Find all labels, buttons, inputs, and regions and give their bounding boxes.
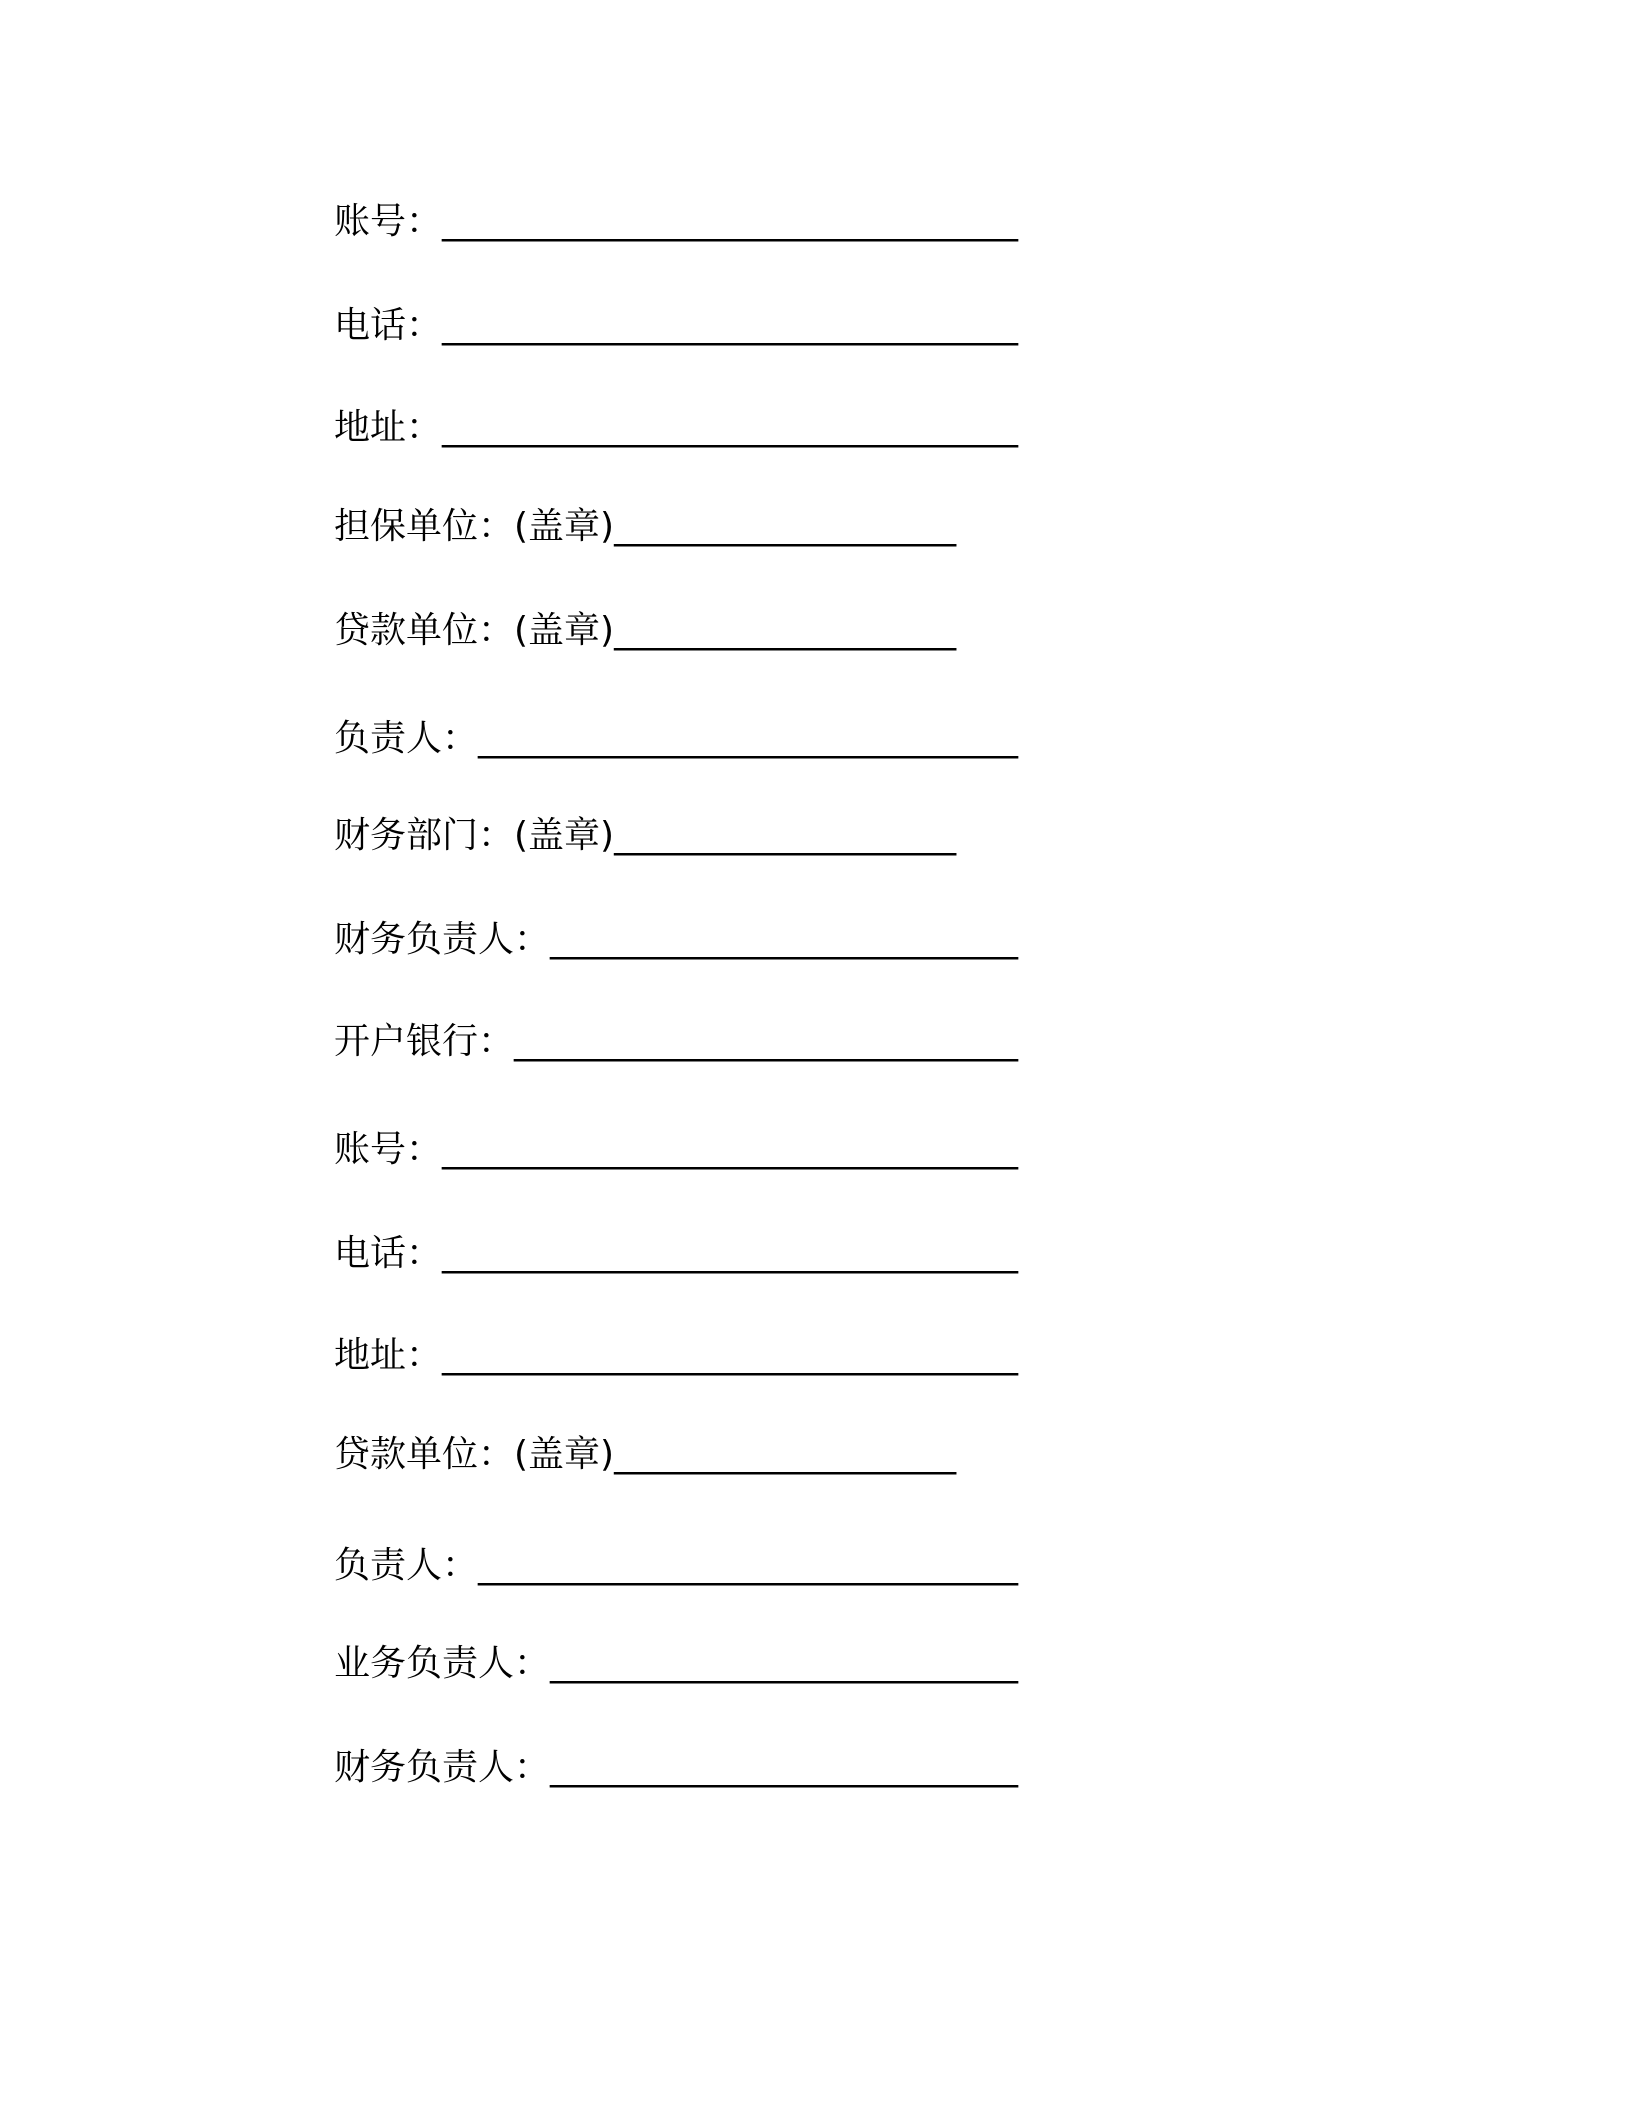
fill-in-blank: __________________________ (550, 1747, 1019, 1788)
field-address-1 (334, 404, 1018, 452)
fill-in-blank: ______________________________ (478, 1545, 1019, 1586)
fill-in-blank: __________________________ (550, 919, 1019, 960)
field-person-in-charge-1 (334, 715, 1018, 763)
field-phone-1 (334, 302, 1018, 350)
field-label: 开户银行： (334, 1021, 515, 1062)
field-label: 财务部门：(盖章) (334, 815, 615, 856)
field-label: 负责人： (334, 1545, 479, 1586)
fill-in-blank: ___________________ (614, 815, 957, 856)
field-account-2 (334, 1126, 1018, 1174)
field-finance-dept-seal (334, 812, 956, 860)
fill-in-blank: ________________________________ (442, 1129, 1019, 1170)
fill-in-blank: ________________________________ (442, 305, 1019, 346)
field-label: 贷款单位：(盖章) (334, 610, 615, 651)
field-finance-head-2 (334, 1744, 1018, 1792)
fill-in-blank: ___________________ (614, 506, 957, 547)
field-person-in-charge-2 (334, 1542, 1018, 1590)
field-label: 财务负责人： (334, 919, 551, 960)
field-borrower-seal-2 (334, 1431, 956, 1479)
field-label: 账号： (334, 1129, 443, 1170)
field-label: 财务负责人： (334, 1747, 551, 1788)
field-business-head (334, 1640, 1018, 1688)
field-label: 业务负责人： (334, 1643, 551, 1684)
fill-in-blank: ________________________________ (442, 201, 1019, 242)
fill-in-blank: ___________________ (614, 1434, 957, 1475)
fill-in-blank: __________________________ (550, 1643, 1019, 1684)
fill-in-blank: ____________________________ (514, 1021, 1019, 1062)
field-address-2 (334, 1332, 1018, 1380)
field-label: 账号： (334, 201, 443, 242)
fill-in-blank: ________________________________ (442, 1233, 1019, 1274)
fill-in-blank: ________________________________ (442, 1335, 1019, 1376)
field-label: 电话： (334, 1233, 443, 1274)
field-phone-2 (334, 1230, 1018, 1278)
field-label: 电话： (334, 305, 443, 346)
field-finance-head-1 (334, 916, 1018, 964)
field-bank (334, 1018, 1018, 1066)
field-label: 贷款单位：(盖章) (334, 1434, 615, 1475)
field-guarantor-seal (334, 503, 956, 551)
field-borrower-seal-1 (334, 607, 956, 655)
fill-in-blank: ________________________________ (442, 407, 1019, 448)
fill-in-blank: ___________________ (614, 610, 957, 651)
field-label: 担保单位：(盖章) (334, 506, 615, 547)
field-label: 地址： (334, 407, 443, 448)
field-label: 负责人： (334, 718, 479, 759)
fill-in-blank: ______________________________ (478, 718, 1019, 759)
field-account-1 (334, 198, 1018, 246)
field-label: 地址： (334, 1335, 443, 1376)
